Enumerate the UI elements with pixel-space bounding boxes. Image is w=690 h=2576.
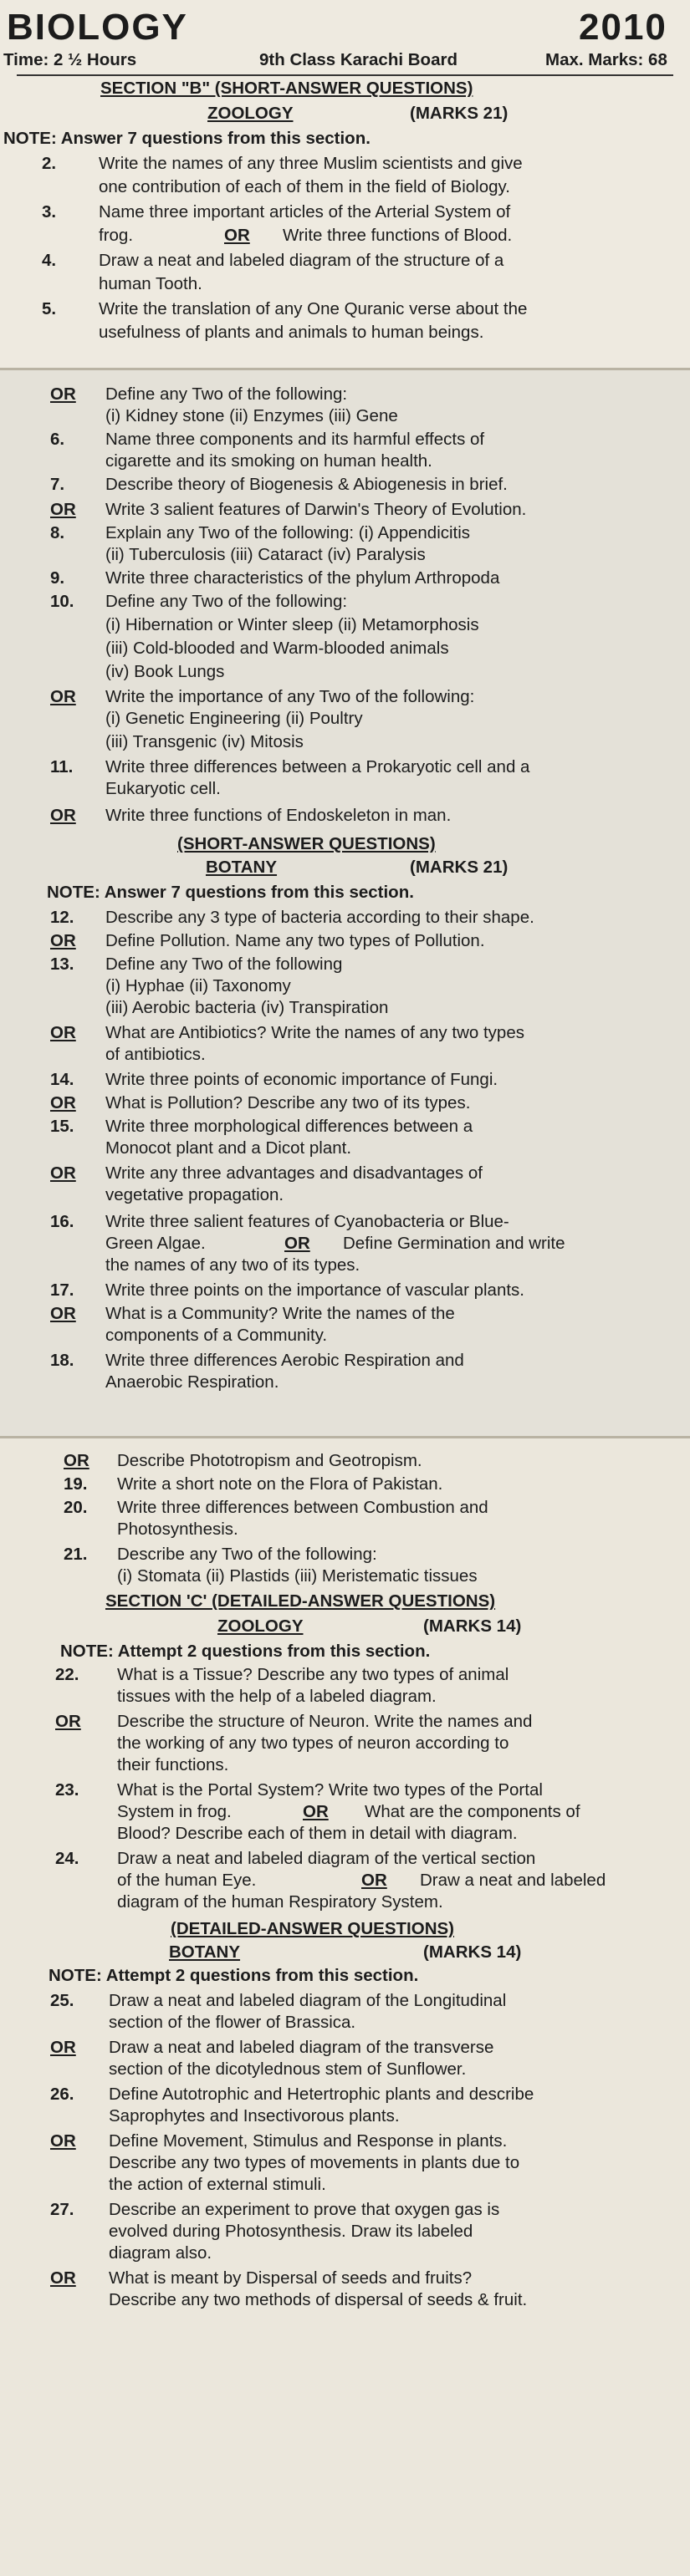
section-note: NOTE: Answer 7 questions from this section.	[47, 883, 414, 902]
question-text: Saprophytes and Insectivorous plants.	[109, 2106, 400, 2125]
question-text: Describe any Two of the following:	[117, 1545, 377, 1564]
question-text: Write three morphological differences between a	[105, 1117, 473, 1136]
question-number: 3.	[42, 202, 57, 221]
question-number: 25.	[50, 1991, 74, 2010]
question-text: frog.	[99, 226, 134, 245]
question-text: What is a Tissue? Describe any two types of animal	[117, 1665, 509, 1684]
question-text: System in frog.	[117, 1802, 232, 1821]
question-text: tissues with the help of a labeled diagram.	[117, 1687, 437, 1706]
question-number: 2.	[42, 154, 57, 173]
question-number: 10.	[50, 592, 74, 611]
question-text: the working of any two types of neuron according to	[117, 1733, 509, 1753]
section-heading: SECTION 'C' (DETAILED-ANSWER QUESTIONS)	[105, 1591, 496, 1611]
question-text: (i) Hyphae (ii) Taxonomy	[105, 976, 291, 995]
question-text: Describe any 3 type of bacteria according to their shape.	[105, 908, 534, 927]
question-text: cigarette and its smoking on human health.	[105, 451, 432, 471]
question-text: Write three functions of Blood.	[283, 226, 513, 245]
or-marker: OR	[50, 2038, 76, 2057]
question-text: Describe an experiment to prove that oxygen gas is	[109, 2200, 500, 2219]
question-text: evolved during Photosynthesis. Draw its labeled	[109, 2222, 473, 2241]
or-marker: OR	[50, 1093, 76, 1112]
question-number: 19.	[64, 1474, 88, 1494]
question-text: Describe the structure of Neuron. Write the names and	[117, 1712, 533, 1731]
question-text: Define Autotrophic and Hetertrophic plants and describe	[109, 2085, 534, 2104]
or-marker: OR	[303, 1802, 329, 1821]
header-divider	[17, 74, 673, 76]
question-text: (iii) Cold-blooded and Warm-blooded animals	[105, 639, 449, 658]
question-text: Anaerobic Respiration.	[105, 1372, 279, 1392]
or-marker: OR	[50, 500, 76, 519]
question-text: Write three differences between Combustion and	[117, 1498, 488, 1517]
or-marker: OR	[361, 1871, 387, 1890]
section-heading: (DETAILED-ANSWER QUESTIONS)	[171, 1919, 455, 1938]
question-text: Eukaryotic cell.	[105, 779, 221, 798]
question-text: one contribution of each of them in the field of Biology.	[99, 177, 510, 196]
question-text: (i) Genetic Engineering (ii) Poultry	[105, 709, 363, 728]
or-marker: OR	[284, 1234, 310, 1253]
or-marker: OR	[50, 687, 76, 706]
question-text: section of the flower of Brassica.	[109, 2013, 356, 2032]
question-number: 21.	[64, 1545, 88, 1564]
question-number: 9.	[50, 568, 65, 588]
or-marker: OR	[50, 1023, 76, 1042]
question-text: Write the importance of any Two of the following:	[105, 687, 475, 706]
question-text: diagram of the human Respiratory System.	[117, 1892, 443, 1912]
question-text: What is meant by Dispersal of seeds and fruits?	[109, 2268, 473, 2288]
subsection-heading: BOTANY	[206, 858, 278, 877]
question-number: 4.	[42, 251, 57, 270]
question-number: 26.	[50, 2085, 74, 2104]
question-text: the names of any two of its types.	[105, 1255, 360, 1275]
question-text: (iii) Transgenic (iv) Mitosis	[105, 732, 304, 751]
question-number: 8.	[50, 523, 65, 542]
question-number: 12.	[50, 908, 74, 927]
question-text: (i) Stomata (ii) Plastids (iii) Meristematic tissues	[117, 1566, 478, 1586]
question-text: Draw a neat and labeled diagram of the transverse	[109, 2038, 494, 2057]
subsection-heading: BOTANY	[169, 1942, 241, 1962]
question-text: Define Germination and write	[343, 1234, 565, 1253]
question-text: (i) Kidney stone (ii) Enzymes (iii) Gene	[105, 406, 398, 425]
question-number: 6.	[50, 430, 65, 449]
exam-year: 2010	[579, 7, 667, 48]
question-text: What are Antibiotics? Write the names of any two types	[105, 1023, 524, 1042]
question-number: 5.	[42, 299, 57, 318]
or-marker: OR	[224, 226, 250, 245]
subject-title: BIOLOGY	[7, 7, 188, 48]
question-number: 23.	[55, 1780, 79, 1800]
question-text: Monocot plant and a Dicot plant.	[105, 1138, 352, 1158]
question-text: the action of external stimuli.	[109, 2175, 326, 2194]
question-text: of the human Eye.	[117, 1871, 257, 1890]
question-number: 18.	[50, 1351, 74, 1370]
question-text: What is Pollution? Describe any two of its types.	[105, 1093, 471, 1112]
section-note: NOTE: Attempt 2 questions from this section.	[60, 1642, 431, 1661]
question-text: Describe any two methods of dispersal of seeds & fruit.	[109, 2290, 528, 2309]
section-heading: (SHORT-ANSWER QUESTIONS)	[177, 834, 436, 853]
or-marker: OR	[50, 1304, 76, 1323]
question-text: Write 3 salient features of Darwin's Theory of Evolution.	[105, 500, 527, 519]
marks-label: (MARKS 14)	[423, 1942, 522, 1962]
question-text: (ii) Tuberculosis (iii) Cataract (iv) Paralysis	[105, 545, 426, 564]
question-text: Describe theory of Biogenesis & Abiogenesis in brief.	[105, 475, 508, 494]
question-text: Write the names of any three Muslim scientists and give	[99, 154, 523, 173]
question-text: Draw a neat and labeled diagram of the Longitudinal	[109, 1991, 507, 2010]
question-text: Write three differences Aerobic Respiration and	[105, 1351, 464, 1370]
or-marker: OR	[50, 384, 76, 404]
question-text: Write three points on the importance of vascular plants.	[105, 1280, 524, 1300]
question-text: (i) Hibernation or Winter sleep (ii) Metamorphosis	[105, 615, 479, 634]
marks-label: (MARKS 21)	[410, 858, 509, 877]
subsection-heading: ZOOLOGY	[207, 104, 294, 123]
question-text: Write a short note on the Flora of Pakistan.	[117, 1474, 443, 1494]
question-text: Define Movement, Stimulus and Response in plants.	[109, 2131, 508, 2151]
question-number: 15.	[50, 1117, 74, 1136]
or-marker: OR	[50, 2268, 76, 2288]
question-number: 7.	[50, 475, 65, 494]
question-text: Write three functions of Endoskeleton in man.	[105, 806, 452, 825]
question-text: Describe any two types of movements in plants due to	[109, 2153, 520, 2172]
question-text: Draw a neat and labeled diagram of the structure of a	[99, 251, 504, 270]
question-number: 22.	[55, 1665, 79, 1684]
question-text: Name three important articles of the Arterial System of	[99, 202, 511, 221]
section-heading: SECTION "B" (SHORT-ANSWER QUESTIONS)	[100, 79, 473, 98]
question-text: Define any Two of the following:	[105, 592, 348, 611]
section-note: NOTE: Attempt 2 questions from this section.	[49, 1966, 419, 1985]
question-text: their functions.	[117, 1755, 229, 1774]
time-allowed: Time: 2 ½ Hours	[3, 50, 137, 69]
question-number: 16.	[50, 1212, 74, 1231]
question-number: 14.	[50, 1070, 74, 1089]
question-text: Define any Two of the following:	[105, 384, 348, 404]
question-number: 11.	[50, 757, 74, 776]
question-text: Photosynthesis.	[117, 1520, 238, 1539]
question-text: Draw a neat and labeled diagram of the vertical section	[117, 1849, 536, 1868]
question-text: What is the Portal System? Write two types of the Portal	[117, 1780, 543, 1800]
question-text: section of the dicotylednous stem of Sunflower.	[109, 2059, 467, 2079]
question-number: 13.	[50, 955, 74, 974]
question-text: Define any Two of the following	[105, 955, 343, 974]
or-marker: OR	[50, 931, 76, 950]
question-text: (iv) Book Lungs	[105, 662, 225, 681]
question-text: Explain any Two of the following: (i) Appendicitis	[105, 523, 471, 542]
marks-label: (MARKS 14)	[423, 1616, 522, 1636]
question-text: Write three characteristics of the phylum Arthropoda	[105, 568, 500, 588]
or-marker: OR	[50, 1163, 76, 1183]
question-text: What is a Community? Write the names of the	[105, 1304, 455, 1323]
question-text: of antibiotics.	[105, 1045, 206, 1064]
question-text: Green Algae.	[105, 1234, 206, 1253]
marks-label: (MARKS 21)	[410, 104, 509, 123]
question-text: What are the components of	[365, 1802, 580, 1821]
question-text: diagram also.	[109, 2243, 212, 2263]
question-number: 17.	[50, 1280, 74, 1300]
question-text: components of a Community.	[105, 1326, 328, 1345]
max-marks: Max. Marks: 68	[545, 50, 667, 69]
board-name: 9th Class Karachi Board	[259, 50, 457, 69]
question-text: usefulness of plants and animals to human beings.	[99, 323, 484, 342]
question-text: (iii) Aerobic bacteria (iv) Transpiration	[105, 998, 389, 1017]
question-text: Define Pollution. Name any two types of Pollution.	[105, 931, 485, 950]
question-text: Draw a neat and labeled	[420, 1871, 606, 1890]
or-marker: OR	[50, 2131, 76, 2151]
question-number: 24.	[55, 1849, 79, 1868]
subsection-heading: ZOOLOGY	[217, 1616, 304, 1636]
question-text: vegetative propagation.	[105, 1185, 284, 1204]
question-number: 27.	[50, 2200, 74, 2219]
question-text: Write three salient features of Cyanobacteria or Blue-	[105, 1212, 509, 1231]
question-text: human Tooth.	[99, 274, 202, 293]
or-marker: OR	[64, 1451, 89, 1470]
question-text: Blood? Describe each of them in detail with diagram.	[117, 1824, 518, 1843]
question-number: 20.	[64, 1498, 88, 1517]
question-text: Write three points of economic importance of Fungi.	[105, 1070, 498, 1089]
section-note: NOTE: Answer 7 questions from this section.	[3, 129, 371, 148]
question-text: Name three components and its harmful effects of	[105, 430, 485, 449]
question-text: Write the translation of any One Quranic verse about the	[99, 299, 528, 318]
question-text: Write any three advantages and disadvantages of	[105, 1163, 483, 1183]
or-marker: OR	[55, 1712, 81, 1731]
or-marker: OR	[50, 806, 76, 825]
question-text: Describe Phototropism and Geotropism.	[117, 1451, 422, 1470]
question-text: Write three differences between a Prokaryotic cell and a	[105, 757, 530, 776]
